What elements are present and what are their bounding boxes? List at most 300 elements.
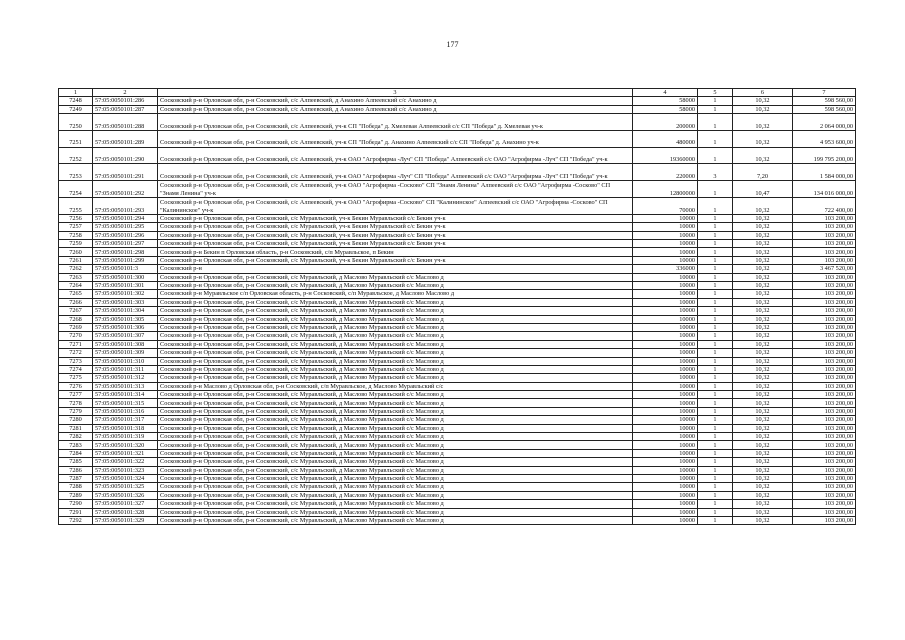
category-value: 1	[698, 474, 733, 482]
row-number: 7285	[59, 458, 93, 466]
category-value: 1	[698, 441, 733, 449]
area-value: 10000	[633, 273, 698, 281]
location-description: Сосковский р-н Орловская обл, р-н Сосковский, с/с Муравльский, д Маслово Муравльский с/с Маслово д	[158, 399, 633, 407]
location-description: Сосковский р-н Орловская обл, р-н Сосковский, с/с Муравльский, д Маслово Муравльский с/с Маслово д	[158, 315, 633, 323]
cadastral-value: 103 200,00	[793, 273, 856, 281]
table-row	[59, 265, 856, 273]
area-value: 10000	[633, 223, 698, 231]
area-value: 70000	[633, 198, 698, 215]
cadastral-number: 57:05:0050101:311	[93, 365, 158, 373]
rate-value: 10,32	[733, 382, 793, 390]
cadastral-value: 103 200,00	[793, 516, 856, 524]
cadastral-number: 57:05:0050101:328	[93, 508, 158, 516]
area-value: 10000	[633, 508, 698, 516]
location-description: Сосковский р-н Орловская обл, р-н Сосковский, с/с Муравльский, д Маслово Муравльский с/с Маслово д	[158, 466, 633, 474]
location-description: Сосковский р-н Орловская обл, р-н Сосковский, с/с Алпеевский, уч-к ОАО "Агрофирма -Сосково" СП "Знамя Ленина" Алпеевский с/с ОАО "Агрофирма -Сосково" СП "Знамя Ленина" уч-к	[158, 181, 633, 198]
table-row	[59, 281, 856, 289]
area-value: 10000	[633, 281, 698, 289]
rate-value: 10,47	[733, 181, 793, 198]
cadastral-value: 103 200,00	[793, 223, 856, 231]
cadastral-value: 103 200,00	[793, 290, 856, 298]
category-value: 1	[698, 416, 733, 424]
category-value: 1	[698, 382, 733, 390]
table-row	[59, 416, 856, 424]
area-value: 10000	[633, 332, 698, 340]
cadastral-number: 57:05:0050101:305	[93, 315, 158, 323]
area-value: 10000	[633, 349, 698, 357]
table-row	[59, 391, 856, 399]
cadastral-number: 57:05:0050101:308	[93, 340, 158, 348]
category-value: 1	[698, 365, 733, 373]
cadastral-number: 57:05:0050101:295	[93, 223, 158, 231]
cadastral-value: 199 795 200,00	[793, 147, 856, 164]
cadastral-value: 598 560,00	[793, 105, 856, 113]
cadastral-number: 57:05:0050101:287	[93, 105, 158, 113]
table-row	[59, 130, 856, 147]
cadastral-value: 103 200,00	[793, 407, 856, 415]
rate-value: 7,20	[733, 164, 793, 181]
location-description: Сосковский р-н Орловская обл, р-н Сосковский, с/с Муравльский, д Маслово Муравльский с/с Маслово д	[158, 424, 633, 432]
table-row	[59, 298, 856, 306]
location-description: Сосковский р-н Орловская обл, р-н Сосковский, с/с Муравльский, д Маслово Муравльский с/с Маслово д	[158, 407, 633, 415]
cadastral-value: 1 584 000,00	[793, 164, 856, 181]
location-description: Сосковский р-н Орловская обл, р-н Сосковский, с/с Муравльский, д Маслово Муравльский с/с Маслово д	[158, 323, 633, 331]
location-description: Сосковский р-н Бекин п Орловская область, р-н Сосковский, с/п Муравльское, п Бекин	[158, 248, 633, 256]
cadastral-value: 4 953 600,00	[793, 130, 856, 147]
table-row	[59, 105, 856, 113]
rate-value: 10,32	[733, 307, 793, 315]
row-number: 7292	[59, 516, 93, 524]
cadastral-value: 103 200,00	[793, 416, 856, 424]
area-value: 10000	[633, 516, 698, 524]
cadastral-value: 103 200,00	[793, 281, 856, 289]
category-value: 1	[698, 483, 733, 491]
column-header: 5	[698, 89, 733, 97]
rate-value: 10,32	[733, 483, 793, 491]
table-row	[59, 307, 856, 315]
rate-value: 10,32	[733, 248, 793, 256]
area-value: 10000	[633, 474, 698, 482]
location-description: Сосковский р-н Орловская обл, р-н Сосковский, с/с Алпеевский, уч-к ОАО "Агрофирма -Луч" СП "Победа" Алпеевский с/с ОАО "Агрофирма -Луч" СП "Победа" уч-к	[158, 147, 633, 164]
row-number: 7278	[59, 399, 93, 407]
location-description: Сосковский р-н Орловская обл, р-н Сосковский, с/с Муравльский, д Маслово Муравльский с/с Маслово д	[158, 349, 633, 357]
category-value: 1	[698, 315, 733, 323]
cadastral-value: 2 064 000,00	[793, 114, 856, 131]
rate-value: 10,32	[733, 273, 793, 281]
row-number: 7255	[59, 198, 93, 215]
area-value: 10000	[633, 256, 698, 264]
location-description: Сосковский р-н Орловская обл, р-н Сосковский, с/с Алпеевский, уч-к ОАО "Агрофирма -Луч" СП "Победа" Алпеевский с/с ОАО "Агрофирма -Луч" СП "Победа" уч-к	[158, 164, 633, 181]
rate-value: 10,32	[733, 290, 793, 298]
cadastral-number: 57:05:0050101:303	[93, 298, 158, 306]
table-row	[59, 357, 856, 365]
rate-value: 10,32	[733, 391, 793, 399]
area-value: 10000	[633, 458, 698, 466]
rate-value: 10,32	[733, 441, 793, 449]
cadastral-number: 57:05:0050101:290	[93, 147, 158, 164]
table-row	[59, 424, 856, 432]
rate-value: 10,32	[733, 147, 793, 164]
table-row	[59, 399, 856, 407]
row-number: 7269	[59, 323, 93, 331]
row-number: 7252	[59, 147, 93, 164]
table-row	[59, 323, 856, 331]
area-value: 200000	[633, 114, 698, 131]
area-value: 10000	[633, 407, 698, 415]
location-description: Сосковский р-н Орловская обл, р-н Сосковский, с/с Муравльский, д Маслово Муравльский с/с Маслово д	[158, 500, 633, 508]
area-value: 10000	[633, 433, 698, 441]
row-number: 7282	[59, 433, 93, 441]
table-row	[59, 147, 856, 164]
row-number: 7288	[59, 483, 93, 491]
category-value: 1	[698, 97, 733, 105]
rate-value: 10,32	[733, 214, 793, 222]
table-row	[59, 466, 856, 474]
row-number: 7281	[59, 424, 93, 432]
location-description: Сосковский р-н Орловская обл, р-н Сосковский, с/с Муравльский, д Маслово Муравльский с/с Маслово д	[158, 474, 633, 482]
cadastral-value: 103 200,00	[793, 491, 856, 499]
category-value: 1	[698, 273, 733, 281]
column-number-row	[59, 89, 856, 97]
table-row	[59, 181, 856, 198]
cadastral-number: 57:05:0050101:312	[93, 374, 158, 382]
category-value: 1	[698, 198, 733, 215]
rate-value: 10,32	[733, 323, 793, 331]
cadastral-value: 103 200,00	[793, 323, 856, 331]
cadastral-number: 57:05:0050101:302	[93, 290, 158, 298]
rate-value: 10,32	[733, 298, 793, 306]
cadastral-number: 57:05:0050101:291	[93, 164, 158, 181]
location-description: Сосковский р-н Орловская обл, р-н Сосковский, с/с Муравльский, д Маслово Муравльский с/с Маслово д	[158, 416, 633, 424]
rate-value: 10,32	[733, 407, 793, 415]
rate-value: 10,32	[733, 374, 793, 382]
cadastral-value: 103 200,00	[793, 349, 856, 357]
category-value: 1	[698, 231, 733, 239]
rate-value: 10,32	[733, 458, 793, 466]
location-description: Сосковский р-н Орловская обл, р-н Сосковский, с/с Муравльский, д Маслово Муравльский с/с Маслово д	[158, 374, 633, 382]
category-value: 1	[698, 223, 733, 231]
location-description: Сосковский р-н Орловская обл, р-н Сосковский, с/с Муравльский, д Маслово Муравльский с/с Маслово д	[158, 508, 633, 516]
row-number: 7280	[59, 416, 93, 424]
cadastral-value: 3 467 520,00	[793, 265, 856, 273]
row-number: 7262	[59, 265, 93, 273]
location-description: Сосковский р-н Орловская обл, р-н Сосковский, с/с Муравльский, уч-к Бекин Муравльский с/с Бекин уч-к	[158, 214, 633, 222]
register-table	[58, 88, 856, 525]
category-value: 1	[698, 105, 733, 113]
cadastral-number: 57:05:0050101:3	[93, 265, 158, 273]
rate-value: 10,32	[733, 315, 793, 323]
table-row	[59, 223, 856, 231]
cadastral-value: 103 200,00	[793, 298, 856, 306]
rate-value: 10,32	[733, 349, 793, 357]
table-row	[59, 407, 856, 415]
category-value: 1	[698, 290, 733, 298]
cadastral-value: 103 200,00	[793, 214, 856, 222]
cadastral-value: 103 200,00	[793, 256, 856, 264]
row-number: 7284	[59, 449, 93, 457]
cadastral-number: 57:05:0050101:319	[93, 433, 158, 441]
location-description: Сосковский р-н Орловская обл, р-н Сосковский, с/с Алпеевский, уч-к СП "Победа" д. Анахино Алпеевский с/с СП "Победа" д. Анахино уч-к	[158, 130, 633, 147]
category-value: 1	[698, 357, 733, 365]
rate-value: 10,32	[733, 416, 793, 424]
cadastral-number: 57:05:0050101:323	[93, 466, 158, 474]
category-value: 1	[698, 256, 733, 264]
cadastral-number: 57:05:0050101:304	[93, 307, 158, 315]
column-header: 3	[158, 89, 633, 97]
row-number: 7270	[59, 332, 93, 340]
cadastral-number: 57:05:0050101:317	[93, 416, 158, 424]
cadastral-number: 57:05:0050101:292	[93, 181, 158, 198]
table-row	[59, 483, 856, 491]
location-description: Сосковский р-н Орловская обл, р-н Сосковский, с/с Муравльский, д Маслово Муравльский с/с Маслово д	[158, 433, 633, 441]
table-row	[59, 315, 856, 323]
row-number: 7256	[59, 214, 93, 222]
row-number: 7291	[59, 508, 93, 516]
cadastral-value: 103 200,00	[793, 466, 856, 474]
cadastral-value: 103 200,00	[793, 474, 856, 482]
row-number: 7268	[59, 315, 93, 323]
category-value: 1	[698, 349, 733, 357]
table-row	[59, 248, 856, 256]
location-description: Сосковский р-н Орловская обл, р-н Сосковский, с/с Муравльский, д Маслово Муравльский с/с Маслово д	[158, 332, 633, 340]
table-row	[59, 332, 856, 340]
area-value: 10000	[633, 290, 698, 298]
row-number: 7267	[59, 307, 93, 315]
table-row	[59, 441, 856, 449]
cadastral-number: 57:05:0050101:300	[93, 273, 158, 281]
rate-value: 10,32	[733, 399, 793, 407]
location-description: Сосковский р-н Муравльское с/п Орловская область, р-н Сосковский, с/п Муравльское, д Маслово Маслово д	[158, 290, 633, 298]
category-value: 1	[698, 181, 733, 198]
cadastral-value: 103 200,00	[793, 441, 856, 449]
location-description: Сосковский р-н Орловская обл, р-н Сосковский, с/с Алпеевский, д Анахино Алпеевский с/с Анахино д	[158, 97, 633, 105]
table-row	[59, 114, 856, 131]
cadastral-number: 57:05:0050101:314	[93, 391, 158, 399]
area-value: 58000	[633, 105, 698, 113]
rate-value: 10,32	[733, 491, 793, 499]
table-row	[59, 508, 856, 516]
row-number: 7254	[59, 181, 93, 198]
cadastral-number: 57:05:0050101:298	[93, 248, 158, 256]
cadastral-number: 57:05:0050101:310	[93, 357, 158, 365]
area-value: 10000	[633, 214, 698, 222]
table-row	[59, 256, 856, 264]
location-description: Сосковский р-н Орловская обл, р-н Сосковский, с/с Муравльский, д Маслово Муравльский с/с Маслово д	[158, 273, 633, 281]
category-value: 1	[698, 466, 733, 474]
row-number: 7260	[59, 248, 93, 256]
cadastral-number: 57:05:0050101:322	[93, 458, 158, 466]
row-number: 7287	[59, 474, 93, 482]
category-value: 1	[698, 391, 733, 399]
cadastral-number: 57:05:0050101:286	[93, 97, 158, 105]
location-description: Сосковский р-н Орловская обл, р-н Сосковский, с/с Муравльский, уч-к Бекин Муравльский с/с Бекин уч-к	[158, 231, 633, 239]
rate-value: 10,32	[733, 231, 793, 239]
row-number: 7277	[59, 391, 93, 399]
area-value: 12800000	[633, 181, 698, 198]
category-value: 1	[698, 458, 733, 466]
rate-value: 10,32	[733, 332, 793, 340]
table-row	[59, 365, 856, 373]
row-number: 7272	[59, 349, 93, 357]
table-row	[59, 273, 856, 281]
category-value: 1	[698, 500, 733, 508]
cadastral-value: 103 200,00	[793, 307, 856, 315]
category-value: 1	[698, 281, 733, 289]
cadastral-number: 57:05:0050101:315	[93, 399, 158, 407]
rate-value: 10,32	[733, 466, 793, 474]
cadastral-value: 103 200,00	[793, 240, 856, 248]
area-value: 10000	[633, 357, 698, 365]
row-number: 7258	[59, 231, 93, 239]
cadastral-number: 57:05:0050101:329	[93, 516, 158, 524]
area-value: 10000	[633, 391, 698, 399]
page-number: 177	[446, 40, 459, 49]
area-value: 10000	[633, 382, 698, 390]
cadastral-value: 103 200,00	[793, 424, 856, 432]
area-value: 10000	[633, 441, 698, 449]
cadastral-number: 57:05:0050101:320	[93, 441, 158, 449]
table-row	[59, 449, 856, 457]
area-value: 480000	[633, 130, 698, 147]
category-value: 1	[698, 516, 733, 524]
row-number: 7275	[59, 374, 93, 382]
table-row	[59, 214, 856, 222]
cadastral-number: 57:05:0050101:316	[93, 407, 158, 415]
rate-value: 10,32	[733, 449, 793, 457]
category-value: 1	[698, 130, 733, 147]
rate-value: 10,32	[733, 223, 793, 231]
row-number: 7249	[59, 105, 93, 113]
area-value: 10000	[633, 365, 698, 373]
cadastral-number: 57:05:0050101:326	[93, 491, 158, 499]
column-header: 1	[59, 89, 93, 97]
cadastral-value: 103 200,00	[793, 315, 856, 323]
area-value: 10000	[633, 340, 698, 348]
column-header: 2	[93, 89, 158, 97]
row-number: 7250	[59, 114, 93, 131]
cadastral-number: 57:05:0050101:301	[93, 281, 158, 289]
cadastral-value: 103 200,00	[793, 508, 856, 516]
area-value: 10000	[633, 307, 698, 315]
location-description: Сосковский р-н	[158, 265, 633, 273]
area-value: 10000	[633, 323, 698, 331]
category-value: 1	[698, 323, 733, 331]
rate-value: 10,32	[733, 340, 793, 348]
cadastral-number: 57:05:0050101:318	[93, 424, 158, 432]
rate-value: 10,32	[733, 130, 793, 147]
cadastral-number: 57:05:0050101:294	[93, 214, 158, 222]
location-description: Сосковский р-н Орловская обл, р-н Сосковский, с/с Муравльский, уч-к Бекин Муравльский с/с Бекин уч-к	[158, 256, 633, 264]
rate-value: 10,32	[733, 114, 793, 131]
table-row	[59, 349, 856, 357]
row-number: 7251	[59, 130, 93, 147]
rate-value: 10,32	[733, 516, 793, 524]
area-value: 220000	[633, 164, 698, 181]
cadastral-number: 57:05:0050101:293	[93, 198, 158, 215]
cadastral-value: 103 200,00	[793, 231, 856, 239]
cadastral-value: 103 200,00	[793, 248, 856, 256]
area-value: 10000	[633, 240, 698, 248]
category-value: 1	[698, 265, 733, 273]
row-number: 7273	[59, 357, 93, 365]
area-value: 10000	[633, 248, 698, 256]
cadastral-number: 57:05:0050101:327	[93, 500, 158, 508]
location-description: Сосковский р-н Маслово д Орловская обл, р-н Сосковский, с/п Муравльское, д Маслово Муравльский с/с	[158, 382, 633, 390]
cadastral-value: 103 200,00	[793, 374, 856, 382]
cadastral-value: 103 200,00	[793, 382, 856, 390]
row-number: 7248	[59, 97, 93, 105]
location-description: Сосковский р-н Орловская обл, р-н Сосковский, с/с Муравльский, д Маслово Муравльский с/с Маслово д	[158, 441, 633, 449]
area-value: 10000	[633, 466, 698, 474]
cadastral-number: 57:05:0050101:289	[93, 130, 158, 147]
area-value: 336000	[633, 265, 698, 273]
area-value: 10000	[633, 231, 698, 239]
location-description: Сосковский р-н Орловская обл, р-н Сосковский, с/с Муравльский, уч-к Бекин Муравльский с/с Бекин уч-к	[158, 240, 633, 248]
table-row	[59, 198, 856, 215]
row-number: 7264	[59, 281, 93, 289]
location-description: Сосковский р-н Орловская обл, р-н Сосковский, с/с Муравльский, д Маслово Муравльский с/с Маслово д	[158, 449, 633, 457]
row-number: 7265	[59, 290, 93, 298]
category-value: 1	[698, 307, 733, 315]
cadastral-value: 103 200,00	[793, 357, 856, 365]
category-value: 1	[698, 407, 733, 415]
cadastral-value: 103 200,00	[793, 500, 856, 508]
area-value: 10000	[633, 399, 698, 407]
rate-value: 10,32	[733, 474, 793, 482]
row-number: 7290	[59, 500, 93, 508]
category-value: 1	[698, 114, 733, 131]
row-number: 7289	[59, 491, 93, 499]
row-number: 7276	[59, 382, 93, 390]
table-row	[59, 491, 856, 499]
location-description: Сосковский р-н Орловская обл, р-н Сосковский, с/с Муравльский, д Маслово Муравльский с/с Маслово д	[158, 483, 633, 491]
category-value: 1	[698, 147, 733, 164]
area-value: 10000	[633, 424, 698, 432]
area-value: 10000	[633, 491, 698, 499]
column-header: 7	[793, 89, 856, 97]
location-description: Сосковский р-н Орловская обл, р-н Сосковский, с/с Муравльский, уч-к Бекин Муравльский с/с Бекин уч-к	[158, 223, 633, 231]
location-description: Сосковский р-н Орловская обл, р-н Сосковский, с/с Алпеевский, уч-к ОАО "Агрофирма -Сосково" СП "Калининское" Алпеевский с/с ОАО "Агрофирма -Сосково" СП "Калининское" уч-к	[158, 198, 633, 215]
cadastral-value: 103 200,00	[793, 365, 856, 373]
location-description: Сосковский р-н Орловская обл, р-н Сосковский, с/с Муравльский, д Маслово Муравльский с/с Маслово д	[158, 491, 633, 499]
rate-value: 10,32	[733, 97, 793, 105]
cadastral-value: 722 400,00	[793, 198, 856, 215]
column-header: 4	[633, 89, 698, 97]
location-description: Сосковский р-н Орловская обл, р-н Сосковский, с/с Муравльский, д Маслово Муравльский с/с Маслово д	[158, 340, 633, 348]
cadastral-number: 57:05:0050101:324	[93, 474, 158, 482]
cadastral-number: 57:05:0050101:313	[93, 382, 158, 390]
location-description: Сосковский р-н Орловская обл, р-н Сосковский, с/с Муравльский, д Маслово Муравльский с/с Маслово д	[158, 281, 633, 289]
cadastral-number: 57:05:0050101:297	[93, 240, 158, 248]
category-value: 1	[698, 298, 733, 306]
cadastral-number: 57:05:0050101:309	[93, 349, 158, 357]
row-number: 7259	[59, 240, 93, 248]
rate-value: 10,32	[733, 281, 793, 289]
area-value: 10000	[633, 416, 698, 424]
cadastral-value: 134 016 000,00	[793, 181, 856, 198]
rate-value: 10,32	[733, 424, 793, 432]
rate-value: 10,32	[733, 198, 793, 215]
table-row	[59, 340, 856, 348]
area-value: 58000	[633, 97, 698, 105]
row-number: 7286	[59, 466, 93, 474]
table-row	[59, 500, 856, 508]
rate-value: 10,32	[733, 508, 793, 516]
category-value: 1	[698, 508, 733, 516]
cadastral-value: 103 200,00	[793, 391, 856, 399]
area-value: 10000	[633, 298, 698, 306]
rate-value: 10,32	[733, 240, 793, 248]
